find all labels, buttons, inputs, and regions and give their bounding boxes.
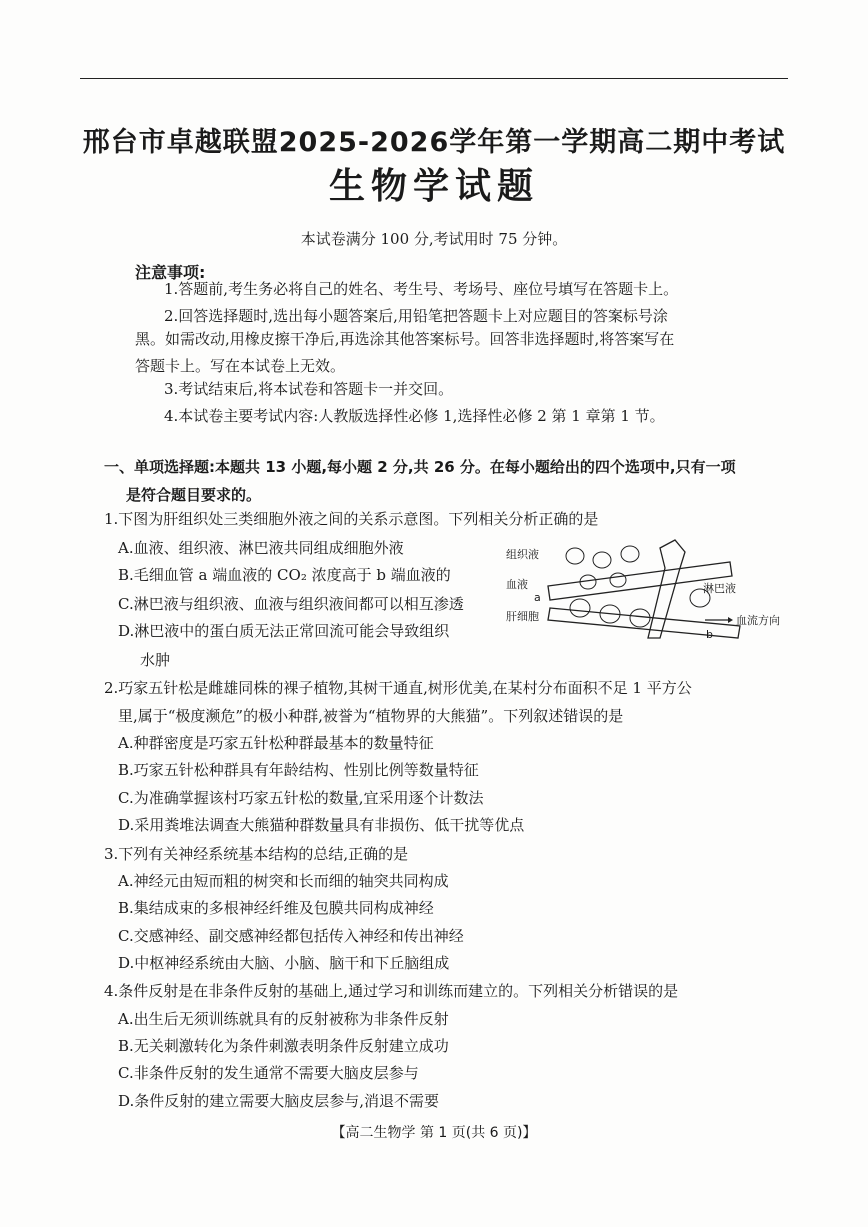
label-flow-direction: 血流方向 xyxy=(736,614,780,627)
q2-option-d: D.采用粪堆法调查大熊猫种群数量具有非损伤、低干扰等优点 xyxy=(118,816,525,834)
question-4-stem: 4.条件反射是在非条件反射的基础上,通过学习和训练而建立的。下列相关分析错误的是 xyxy=(104,982,679,1000)
q3-option-a: A.神经元由短而粗的树突和长而细的轴突共同构成 xyxy=(118,872,449,890)
page-footer: 【高二生物学 第 1 页(共 6 页)】 xyxy=(331,1125,537,1141)
question-3-stem: 3.下列有关神经系统基本结构的总结,正确的是 xyxy=(104,845,409,863)
q2-option-c: C.为准确掌握该村巧家五针松的数量,宜采用逐个计数法 xyxy=(118,789,484,807)
question-2-stem: 2.巧家五针松是雌雄同株的裸子植物,其树干通直,树形优美,在某村分布面积不足 1 平方公 xyxy=(104,679,692,697)
q4-option-c: C.非条件反射的发生通常不需要大脑皮层参与 xyxy=(118,1064,419,1082)
section-heading xyxy=(104,453,784,509)
subject-title: 生物学试题 xyxy=(328,166,539,207)
label-b: b xyxy=(706,628,713,641)
question-1-stem: 1.下图为肝组织处三类细胞外液之间的关系示意图。下列相关分析正确的是 xyxy=(104,510,599,528)
notes-heading: 注意事项: xyxy=(135,263,206,282)
note-line: 1.答题前,考生务必将自己的姓名、考生号、考场号、座位号填写在答题卡上。 xyxy=(164,280,679,298)
cell xyxy=(610,573,626,587)
q3-option-d: D.中枢神经系统由大脑、小脑、脑干和下丘脑组成 xyxy=(118,954,450,972)
note-line: 黑。如需改动,用橡皮擦干净后,再选涂其他答案标号。回答非选择题时,将答案写在 xyxy=(135,330,675,348)
label-tissue-fluid: 组织液 xyxy=(506,548,539,561)
cell xyxy=(630,609,650,627)
q4-option-b: B.无关刺激转化为条件刺激表明条件反射建立成功 xyxy=(118,1037,449,1055)
q3-option-b: B.集结成束的多根神经纤维及包膜共同构成神经 xyxy=(118,899,434,917)
note-line: 4.本试卷主要考试内容:人教版选择性必修 1,选择性必修 2 第 1 章第 1 节。 xyxy=(164,407,665,425)
cell xyxy=(593,552,611,568)
liver-tissue-diagram xyxy=(500,538,790,648)
note-line: 3.考试结束后,将本试卷和答题卡一并交回。 xyxy=(164,380,454,398)
note-line: 答题卡上。写在本试卷上无效。 xyxy=(135,357,346,375)
cell xyxy=(570,599,590,617)
label-lymph: 淋巴液 xyxy=(703,582,736,595)
flow-arrowhead xyxy=(728,617,733,623)
cell xyxy=(621,546,639,562)
q1-option-a: A.血液、组织液、淋巴液共同组成细胞外液 xyxy=(118,539,404,557)
section-line: 一、单项选择题:本题共 13 小题,每小题 2 分,共 26 分。在每小题给出的四个选项中,只有一项 xyxy=(104,458,736,476)
question-2-stem-cont: 里,属于“极度濒危”的极小种群,被誉为“植物界的大熊猫”。下列叙述错误的是 xyxy=(118,707,624,725)
label-liver-cell: 肝细胞 xyxy=(506,610,539,623)
section-line: 是符合题目要求的。 xyxy=(126,486,262,504)
q4-option-a: A.出生后无须训练就具有的反射被称为非条件反射 xyxy=(118,1010,449,1028)
top-rule xyxy=(80,78,788,79)
exam-info: 本试卷满分 100 分,考试用时 75 分钟。 xyxy=(300,230,568,248)
q1-option-c: C.淋巴液与组织液、血液与组织液间都可以相互渗透 xyxy=(118,595,464,613)
exam-title: 邢台市卓越联盟2025-2026学年第一学期高二期中考试 xyxy=(82,127,786,158)
cell xyxy=(566,548,584,564)
q1-option-d: D.淋巴液中的蛋白质无法正常回流可能会导致组织 xyxy=(118,622,450,640)
label-a: a xyxy=(534,591,541,604)
q3-option-c: C.交感神经、副交感神经都包括传入神经和传出神经 xyxy=(118,927,464,945)
q2-option-b: B.巧家五针松种群具有年龄结构、性别比例等数量特征 xyxy=(118,761,479,779)
q2-option-a: A.种群密度是巧家五针松种群最基本的数量特征 xyxy=(118,734,434,752)
q4-option-d: D.条件反射的建立需要大脑皮层参与,消退不需要 xyxy=(118,1092,440,1110)
q1-option-b: B.毛细血管 a 端血液的 CO₂ 浓度高于 b 端血液的 xyxy=(118,566,451,584)
lymph-vessel xyxy=(648,540,685,638)
q1-option-d-cont: 水肿 xyxy=(140,651,171,669)
note-line: 2.回答选择题时,选出每小题答案后,用铅笔把答题卡上对应题目的答案标号涂 xyxy=(164,307,668,325)
label-blood: 血液 xyxy=(506,578,528,591)
